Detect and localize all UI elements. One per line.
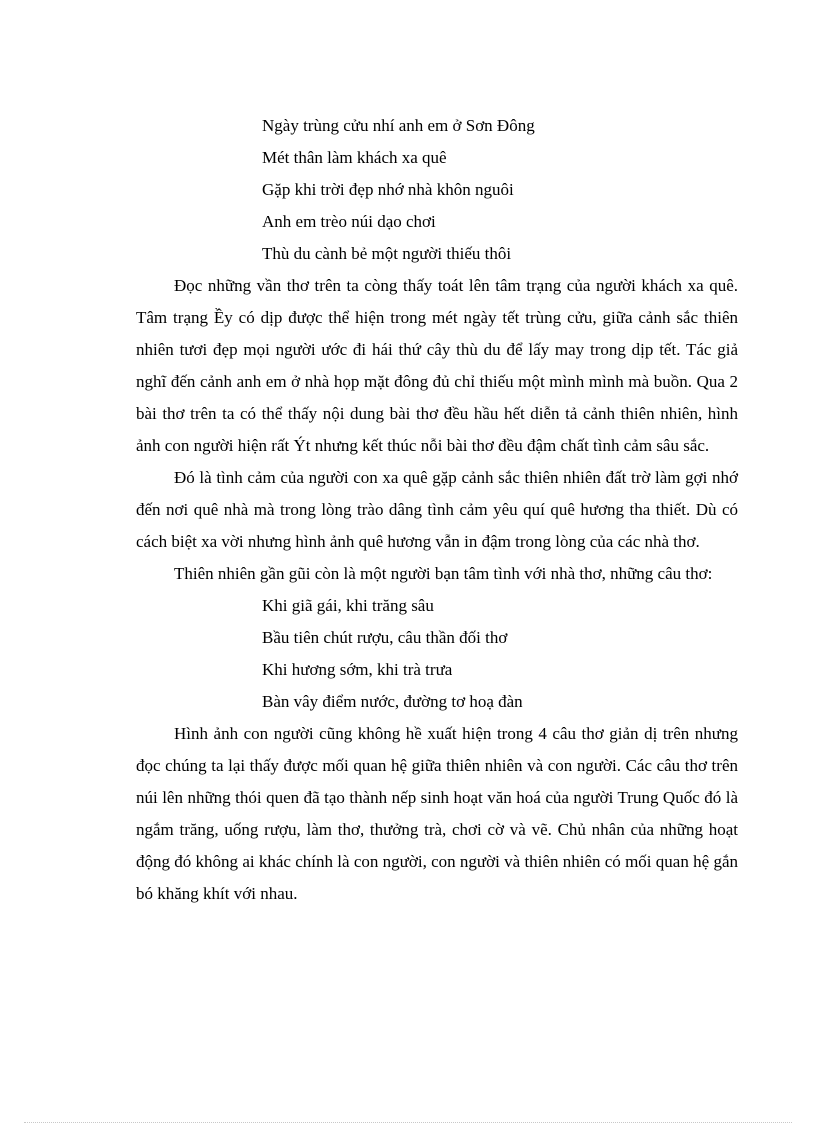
poem-line: Mét thân làm khách xa quê [262, 148, 447, 167]
poem-line: Thù du cành bẻ một người thiếu thôi [262, 244, 512, 263]
document-body [136, 110, 738, 910]
poem-stanza-1 [136, 110, 738, 270]
poem-stanza-2 [136, 590, 738, 718]
body-paragraph: Đọc những vần thơ trên ta còng thấy toát lên tâm trạng của người khách xa quê. Tâm trạng Ềy có dịp được thể hiện trong mét ngày tết trùng cửu, giữa cảnh sắc thiên nhiên tươi đẹp mọi người ước đi hái thứ cây thù du để lấy may trong dịp tết. Tác giả nghĩ đến cảnh anh em ở nhà họp mặt đông đủ chỉ thiếu một mình mình mà buồn. Qua 2 bài thơ trên ta có thể thấy nội dung bài thơ đều hầu hết diễn tả cảnh thiên nhiên, hình ảnh con người hiện rất Ýt nhưng kết thúc nỗi bài thơ đều đậm chất tình cảm sâu sắc. [136, 276, 738, 455]
poem-line: Bàn vây điểm nước, đường tơ hoạ đàn [262, 692, 523, 711]
poem-line: Ngày trùng cửu nhí anh em ở Sơn Đông [262, 116, 535, 135]
body-paragraph: Đó là tình cảm của người con xa quê gặp cảnh sắc thiên nhiên đất trờ làm gợi nhớ đến nơi quê nhà mà trong lòng trào dâng tình cảm yêu quí quê hương tha thiết. Dù có cách biệt xa vời nhưng hình ảnh quê hương vẫn in đậm trong lòng của các nhà thơ. [136, 468, 738, 551]
body-paragraph: Hình ảnh con người cũng không hề xuất hiện trong 4 câu thơ giản dị trên nhưng đọc chúng ta lại thấy được mối quan hệ giữa thiên nhiên và con người. Các câu thơ trên núi lên những thói quen đã tạo thành nếp sinh hoạt văn hoá của người Trung Quốc đó là ngắm trăng, uống rượu, làm thơ, thưởng trà, chơi cờ và vẽ. Chủ nhân của những hoạt động đó không ai khác chính là con người, con người và thiên nhiên có mối quan hệ gắn bó khăng khít với nhau. [136, 724, 738, 903]
poem-line: Gặp khi trời đẹp nhớ nhà khôn nguôi [262, 180, 514, 199]
poem-line: Khi giã gái, khi trăng sâu [262, 596, 434, 615]
body-paragraph: Thiên nhiên gần gũi còn là một người bạn tâm tình với nhà thơ, những câu thơ: [174, 564, 713, 583]
poem-line: Anh em trèo núi dạo chơi [262, 212, 436, 231]
poem-line: Khi hương sớm, khi trà trưa [262, 660, 453, 679]
poem-line: Bầu tiên chút rượu, câu thần đối thơ [262, 628, 508, 647]
